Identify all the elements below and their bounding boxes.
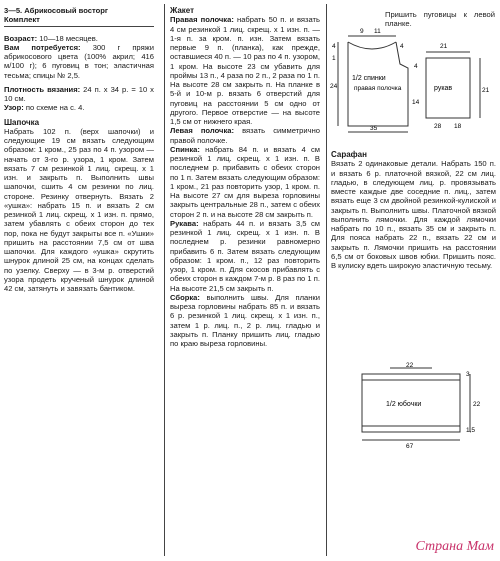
back-text: набрать 84 п. и вязать 4 см резинкой 1 лиц. скрещ. x 1 изн. п. В последнем р. прибавить с обеих сторон по 1 п. Затем вязать следующим образом: 1 кром., 21 раз повторить узор, 1 кром. п. На высоте 27 см для выреза горловины закрыть центральные 28 п., затем с обеих сторон 2 п. и на высоте 28 см закрыть п.	[170, 144, 320, 219]
skirt-dim-3: 3	[466, 371, 470, 378]
left-front-label: Левая полочка:	[170, 126, 235, 136]
right-front-label: Правая полочка:	[170, 15, 234, 25]
materials-paragraph	[4, 43, 154, 80]
density-paragraph	[4, 85, 154, 104]
dim-11: 11	[374, 28, 381, 35]
pattern-title: 3—5. Абрикосовый восторг	[4, 6, 109, 15]
left-front-paragraph	[170, 126, 320, 145]
hat-heading: Шапочка	[4, 117, 40, 127]
back-label: Спинка:	[170, 144, 200, 154]
skirt-dim-22-top: 22	[406, 362, 414, 369]
right-front-text: набрать 50 п. и вязать 4 см резинкой 1 лиц. скрещ. x 1 изн. п. — 1-я п. за кром. п. изн. Затем вязать первые 9 п. (планка), как прежде, оставшиеся 40 п. — 10 раз по 4 п. узором, 1 кром. На высоте 23 см убавить для проймы 13 п., 4 раза по 2 п., 2 раза по 1 п. На высоте 28 см закрыть п. На планке в 5-й и 10-м р. вязать 6 отверстий для пуговиц на расстоянии 5 см одно от другого. Первое отверстие — на высоте 1,5 см от нижнего края.	[170, 15, 320, 126]
sleeves-label: Рукава:	[170, 218, 199, 228]
skirt-dim-22-right: 22	[473, 401, 481, 408]
dim-14: 14	[412, 99, 420, 106]
dim-21b: 21	[440, 43, 448, 50]
pattern-text: по схеме на с. 4.	[25, 103, 85, 113]
dim-28: 28	[434, 123, 442, 130]
skirt-dim-1-5: 1,5	[466, 427, 476, 434]
neck-curve	[348, 42, 396, 49]
title-divider	[4, 26, 154, 27]
diagram-label-sleeve: рукав	[434, 85, 453, 92]
buttons-text: Пришить пуговицы к левой планке.	[385, 10, 495, 29]
density-label: Плотность вязания:	[4, 84, 81, 94]
assembly-paragraph	[170, 293, 320, 349]
dim-9: 9	[360, 28, 364, 35]
column-divider-2	[326, 4, 327, 556]
dim-21a: 21	[482, 87, 490, 94]
sarafan-heading: Сарафан	[331, 150, 367, 159]
sarafan-text: Вязать 2 одинаковые детали. Набрать 150 п. и вязать 6 р. платочной вязкой, 22 см лиц. гладью, в следующем лиц. р. провязывать вместе каждые две соседние п. лиц., затем вязать еще 3 см двойной резинкой-кулиской и закрыть п. Выполнить швы. Платочной вязкой выполнить лямочки. Для каждой лямочки набрать по 10 п., вязать 35 см и закрыть п. Для пояса набрать 22 п., вязать 22 см и закрыть п. Лямочки пришить на расстоянии 6,5 см от боковых швов юбки. Пришить пояс. В кулиску вдеть широкую эластичную тесьму.	[331, 159, 496, 270]
age-label: Возраст:	[4, 33, 38, 43]
pattern-paragraph	[4, 103, 154, 112]
sleeves-paragraph	[170, 219, 320, 293]
column-divider-1	[164, 4, 165, 556]
dim-35: 35	[370, 125, 378, 132]
sleeves-text: набрать 44 п. и вязать 3,5 см резинкой 1 лиц. скрещ. x 1 изн. п. В последнем р. резинки равномерно прибавить 6 п. Затем вязать следующим образом: 1 кром. п., 12 раз повторить узор, 1 кром. п. Для скосов прибавлять с обеих сторон в каждом 7-м р. 8 раз по 1 п. На высоте 21,5 см закрыть п.	[170, 218, 320, 293]
age-value: 10—18 месяцев.	[39, 33, 98, 43]
dim-24: 24	[330, 83, 338, 90]
assembly-text: выполнить швы. Для планки выреза горловины набрать 85 п. и вязать 6 р. резинкой 1 лиц. скрещ. x 1 изн. п., затем 1 р. лиц. п., 2 р. лиц. гладью и закрыть п. Планку пришить лиц. гладью по краю выреза горловины.	[170, 292, 320, 348]
jacket-heading: Жакет	[170, 6, 195, 15]
materials-text: 300 г пряжи абрикосового цвета (100% акрил; 416 м/100 г); 6 пуговиц в тон; эластичная тесьма; спицы № 2,5.	[4, 42, 154, 80]
right-front-paragraph	[170, 15, 320, 126]
diagram-label-front: правая полочка	[354, 85, 402, 92]
assembly-label: Сборка:	[170, 292, 200, 302]
column-middle	[170, 6, 320, 348]
materials-label: Вам потребуется:	[4, 42, 81, 52]
dim-1: 1	[332, 55, 336, 62]
back-outline	[348, 42, 408, 126]
skirt-label: 1/2 юбочки	[386, 401, 422, 408]
pattern-label: Узор:	[4, 103, 24, 113]
dim-4c: 4	[414, 63, 418, 70]
buttons-note	[385, 10, 495, 29]
dim-4a: 4	[332, 43, 336, 50]
diagram-label-back: 1/2 спинки	[352, 75, 386, 82]
age-paragraph	[4, 34, 154, 43]
density-text: 24 п. x 34 р. = 10 x 10 см.	[4, 84, 154, 103]
hat-text: Набрать 102 п. (верх шапочки) и следующие 19 см вязать следующим образом: 1 кром., 25 раз по 4 п. узором — начать от 3-го р. узора, 1 кром. Затем вязать 7 см резинкой 1 лиц. скрещ. x 1 изн. и закрыть п. Выполнить швы шапочки, сшить 4 см резинки по лиц. стороне. Резинку отвернуть. Вязать 2 «ушка»: набрать 15 п. и вязать 2 см резинкой 1 лиц. скрещ. x 1 изн. п. прямо, затем убавлять с обеих сторон до тех пор, пока не будут закрыты все п. «Ушки» пришить на расстоянии 7,5 см от шва шапочки. Для каждого «ушка» скрутить шнурок длиной 25 см, на концах сделать по узелку. Сверху — в 3-м р. отверстий узора продеть крученый шнурок длиной 42 см, затянуть и завязать бантиком.	[4, 126, 154, 293]
column-right	[331, 150, 496, 270]
back-paragraph	[170, 145, 320, 219]
column-left	[4, 6, 154, 293]
dim-4b: 4	[400, 43, 404, 50]
site-watermark: Страна Мам	[415, 539, 494, 554]
skirt-diagram	[340, 362, 490, 448]
left-front-text: вязать симметрично правой полочке.	[170, 126, 320, 145]
skirt-dim-67: 67	[406, 443, 414, 448]
pattern-subtitle: Комплект	[4, 15, 40, 25]
dim-18: 18	[454, 123, 462, 130]
